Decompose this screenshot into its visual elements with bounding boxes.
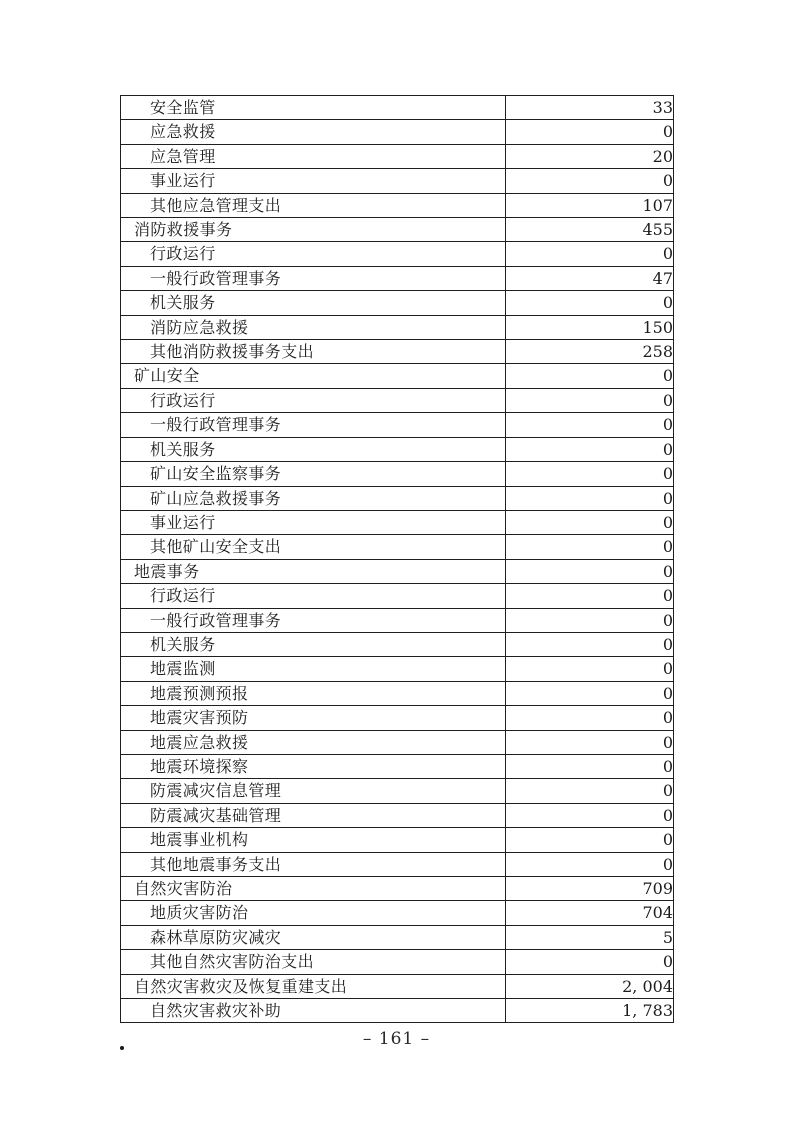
item-amount-cell: 0 xyxy=(506,706,674,730)
table-row xyxy=(121,266,674,290)
table-row xyxy=(121,706,674,730)
item-name-cell: 应急管理 xyxy=(121,144,506,168)
item-amount-cell: 0 xyxy=(506,779,674,803)
table-row xyxy=(121,120,674,144)
item-name-cell: 事业运行 xyxy=(121,169,506,193)
item-amount-cell: 0 xyxy=(506,754,674,778)
item-name-cell: 防震减灾信息管理 xyxy=(121,779,506,803)
item-name-cell: 一般行政管理事务 xyxy=(121,608,506,632)
item-amount-cell: 47 xyxy=(506,266,674,290)
table-row xyxy=(121,169,674,193)
budget-expense-table xyxy=(120,95,674,1023)
item-amount-cell: 0 xyxy=(506,388,674,412)
item-amount-cell: 0 xyxy=(506,559,674,583)
item-amount-cell: 150 xyxy=(506,315,674,339)
item-amount-cell: 0 xyxy=(506,364,674,388)
item-amount-cell: 0 xyxy=(506,681,674,705)
table-row xyxy=(121,999,674,1023)
item-amount-cell: 0 xyxy=(506,535,674,559)
table-row xyxy=(121,803,674,827)
table-row xyxy=(121,950,674,974)
item-name-cell: 行政运行 xyxy=(121,242,506,266)
item-amount-cell: 0 xyxy=(506,169,674,193)
table-row xyxy=(121,535,674,559)
item-name-cell: 一般行政管理事务 xyxy=(121,266,506,290)
item-name-cell: 地质灾害防治 xyxy=(121,901,506,925)
table-row xyxy=(121,877,674,901)
item-name-cell: 安全监管 xyxy=(121,96,506,120)
table-row xyxy=(121,754,674,778)
item-name-cell: 自然灾害救灾及恢复重建支出 xyxy=(121,974,506,998)
table-row xyxy=(121,828,674,852)
item-amount-cell: 33 xyxy=(506,96,674,120)
table-row xyxy=(121,632,674,656)
table-row xyxy=(121,364,674,388)
table-row xyxy=(121,193,674,217)
table-row xyxy=(121,486,674,510)
item-name-cell: 事业运行 xyxy=(121,510,506,534)
item-amount-cell: 0 xyxy=(506,632,674,656)
item-name-cell: 机关服务 xyxy=(121,437,506,461)
item-amount-cell: 0 xyxy=(506,242,674,266)
table-row xyxy=(121,462,674,486)
table-row xyxy=(121,388,674,412)
item-name-cell: 地震环境探察 xyxy=(121,754,506,778)
item-amount-cell: 107 xyxy=(506,193,674,217)
item-amount-cell: 20 xyxy=(506,144,674,168)
table-row xyxy=(121,779,674,803)
item-name-cell: 消防应急救援 xyxy=(121,315,506,339)
item-name-cell: 其他地震事务支出 xyxy=(121,852,506,876)
item-name-cell: 其他应急管理支出 xyxy=(121,193,506,217)
item-name-cell: 一般行政管理事务 xyxy=(121,413,506,437)
item-amount-cell: 0 xyxy=(506,584,674,608)
item-name-cell: 消防救援事务 xyxy=(121,218,506,242)
item-amount-cell: 0 xyxy=(506,462,674,486)
item-name-cell: 地震监测 xyxy=(121,657,506,681)
table-row xyxy=(121,144,674,168)
item-name-cell: 地震应急救援 xyxy=(121,730,506,754)
table-row xyxy=(121,437,674,461)
table-row xyxy=(121,291,674,315)
item-name-cell: 机关服务 xyxy=(121,291,506,315)
item-name-cell: 矿山安全 xyxy=(121,364,506,388)
item-name-cell: 矿山应急救援事务 xyxy=(121,486,506,510)
item-amount-cell: 0 xyxy=(506,510,674,534)
item-amount-cell: 0 xyxy=(506,950,674,974)
item-amount-cell: 0 xyxy=(506,852,674,876)
item-name-cell: 其他消防救援事务支出 xyxy=(121,340,506,364)
table-row xyxy=(121,559,674,583)
item-amount-cell: 5 xyxy=(506,925,674,949)
item-amount-cell: 0 xyxy=(506,657,674,681)
item-amount-cell: 1, 783 xyxy=(506,999,674,1023)
item-amount-cell: 0 xyxy=(506,291,674,315)
table-row xyxy=(121,608,674,632)
item-name-cell: 矿山安全监察事务 xyxy=(121,462,506,486)
item-name-cell: 防震减灾基础管理 xyxy=(121,803,506,827)
item-name-cell: 地震预测预报 xyxy=(121,681,506,705)
table-row xyxy=(121,96,674,120)
table-row xyxy=(121,901,674,925)
table-row xyxy=(121,315,674,339)
table-row xyxy=(121,925,674,949)
table-row xyxy=(121,584,674,608)
table-row xyxy=(121,218,674,242)
item-amount-cell: 0 xyxy=(506,803,674,827)
item-name-cell: 地震灾害预防 xyxy=(121,706,506,730)
table-row xyxy=(121,852,674,876)
item-name-cell: 森林草原防灾减灾 xyxy=(121,925,506,949)
item-amount-cell: 0 xyxy=(506,437,674,461)
table-row xyxy=(121,413,674,437)
item-name-cell: 自然灾害救灾补助 xyxy=(121,999,506,1023)
item-name-cell: 应急救援 xyxy=(121,120,506,144)
item-name-cell: 行政运行 xyxy=(121,388,506,412)
item-amount-cell: 0 xyxy=(506,486,674,510)
table-row xyxy=(121,974,674,998)
item-amount-cell: 704 xyxy=(506,901,674,925)
item-name-cell: 机关服务 xyxy=(121,632,506,656)
table-row xyxy=(121,510,674,534)
item-name-cell: 其他矿山安全支出 xyxy=(121,535,506,559)
item-amount-cell: 258 xyxy=(506,340,674,364)
item-amount-cell: 709 xyxy=(506,877,674,901)
budget-table-body xyxy=(121,96,674,1023)
item-amount-cell: 0 xyxy=(506,120,674,144)
table-row xyxy=(121,681,674,705)
item-name-cell: 自然灾害防治 xyxy=(121,877,506,901)
item-amount-cell: 0 xyxy=(506,828,674,852)
stray-dot-mark xyxy=(120,1046,124,1050)
item-amount-cell: 0 xyxy=(506,608,674,632)
item-amount-cell: 0 xyxy=(506,413,674,437)
item-amount-cell: 0 xyxy=(506,730,674,754)
item-name-cell: 其他自然灾害防治支出 xyxy=(121,950,506,974)
table-row xyxy=(121,242,674,266)
item-name-cell: 行政运行 xyxy=(121,584,506,608)
table-row xyxy=(121,730,674,754)
item-name-cell: 地震事务 xyxy=(121,559,506,583)
item-name-cell: 地震事业机构 xyxy=(121,828,506,852)
table-row xyxy=(121,340,674,364)
table-row xyxy=(121,657,674,681)
item-amount-cell: 2, 004 xyxy=(506,974,674,998)
page-number: – 161 – xyxy=(362,1029,431,1049)
item-amount-cell: 455 xyxy=(506,218,674,242)
